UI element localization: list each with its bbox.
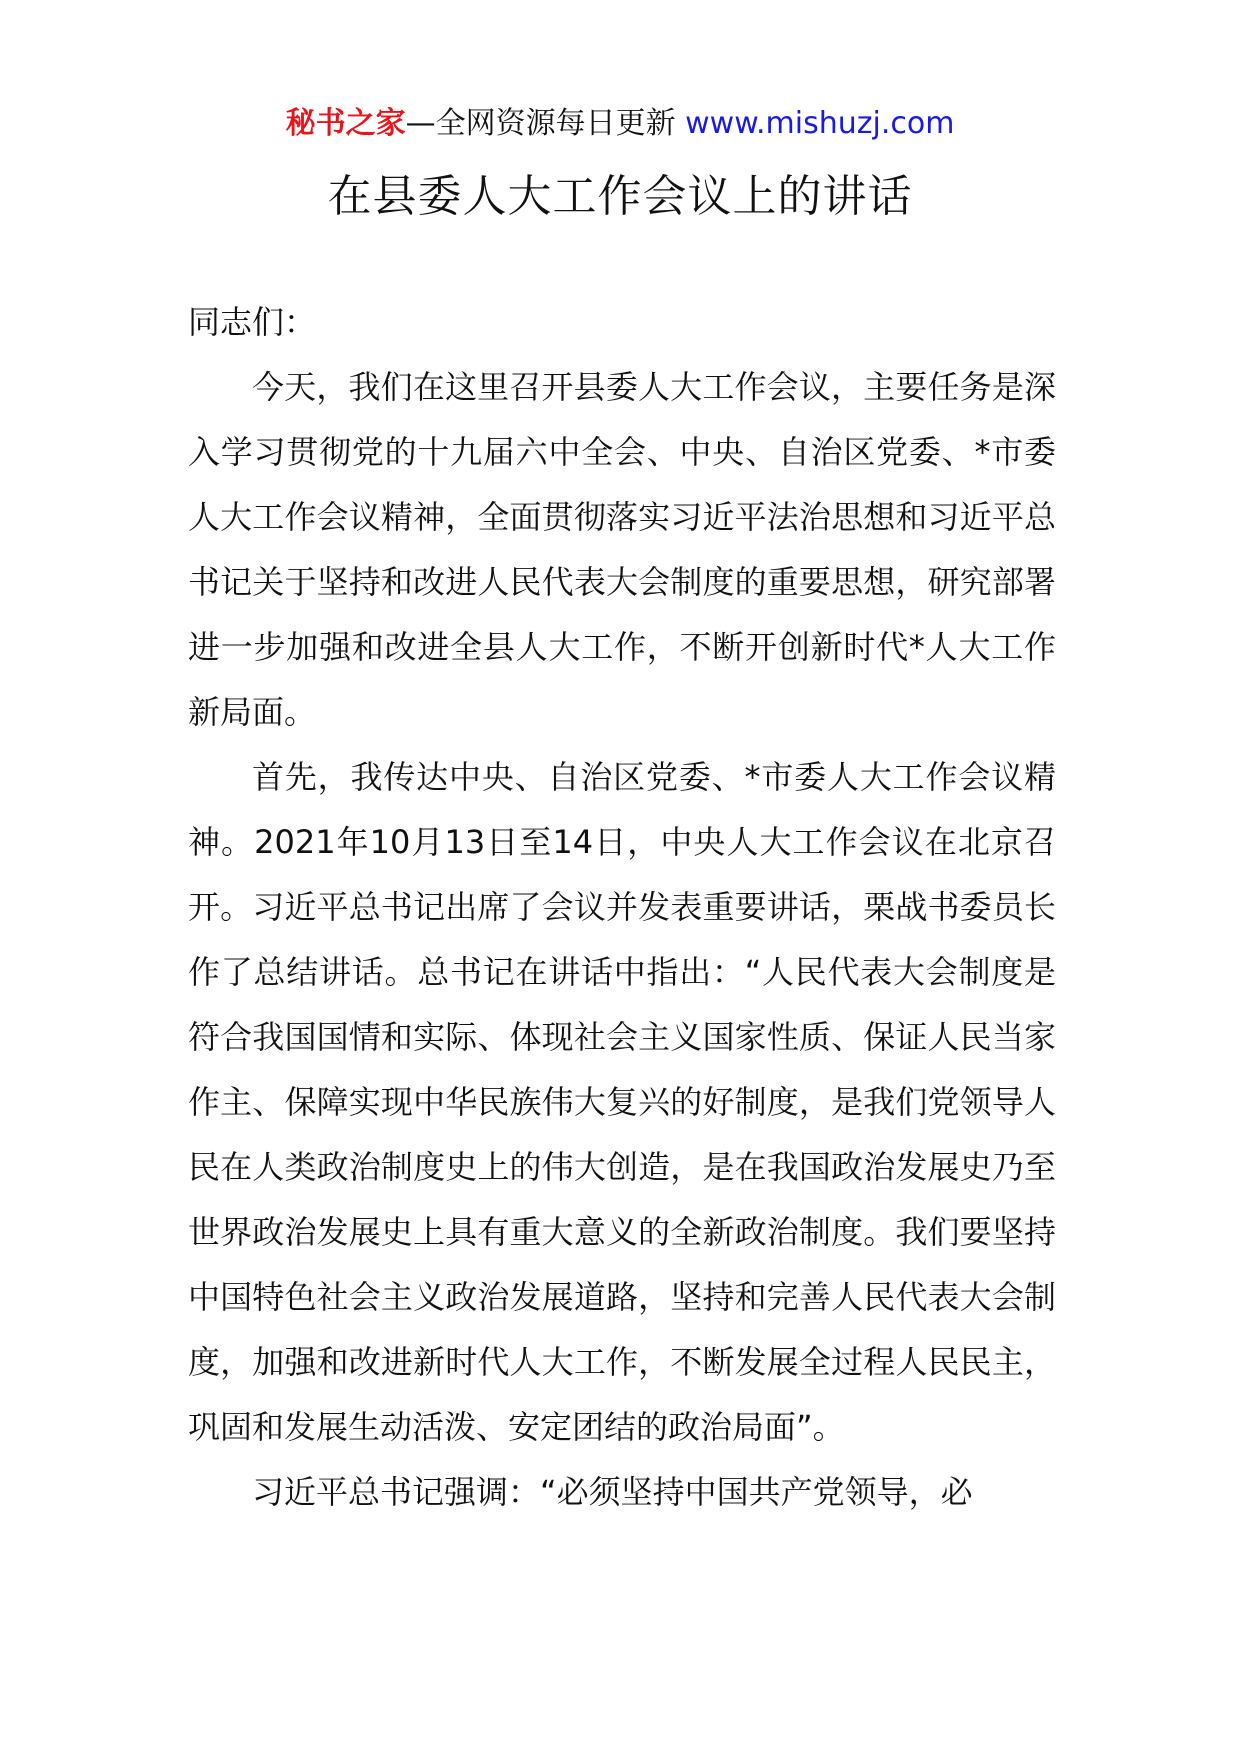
header-tagline: —全网资源每日更新 [405,106,676,141]
paragraph: 首先，我传达中央、自治区党委、*市委人大工作会议精神。2021年10月13日至14日，中央人大工作会议在北京召开。习近平总书记出席了会议并发表重要讲话，栗战书委员长作了总结讲话。总书记在讲话中指出：“人民代表大会制度是符合我国国情和实际、体现社会主义国家性质、保证人民当家作主、保障实现中华民族伟大复兴的好制度，是我们党领导人民在人类政治制度史上的伟大创造，是在我国政治发展史乃至世界政治发展史上具有重大意义的全新政治制度。我们要坚持中国特色社会主义政治发展道路，坚持和完善人民代表大会制度，加强和改进新时代人大工作，不断发展全过程人民民主，巩固和发展生动活泼、安定团结的政治局面”。 [188,758,1056,1446]
document-body [188,290,1056,1525]
site-url-link[interactable]: www.mishuzj.com [685,106,955,141]
paragraph: 习近平总书记强调：“必须坚持中国共产党领导，必 [252,1473,973,1511]
paragraph: 今天，我们在这里召开县委人大工作会议，主要任务是深入学习贯彻党的十九届六中全会、中央、自治区党委、*市委人大工作会议精神，全面贯彻落实习近平法治思想和习近平总书记关于坚持和改进人民代表大会制度的重要思想，研究部署进一步加强和改进全县人大工作，不断开创新时代*人大工作新局面。 [188,368,1056,731]
brand-name: 秘书之家 [285,106,406,141]
salutation: 同志们： [188,303,317,341]
document-title: 在县委人大工作会议上的讲话 [327,171,913,222]
site-header [0,102,1240,146]
